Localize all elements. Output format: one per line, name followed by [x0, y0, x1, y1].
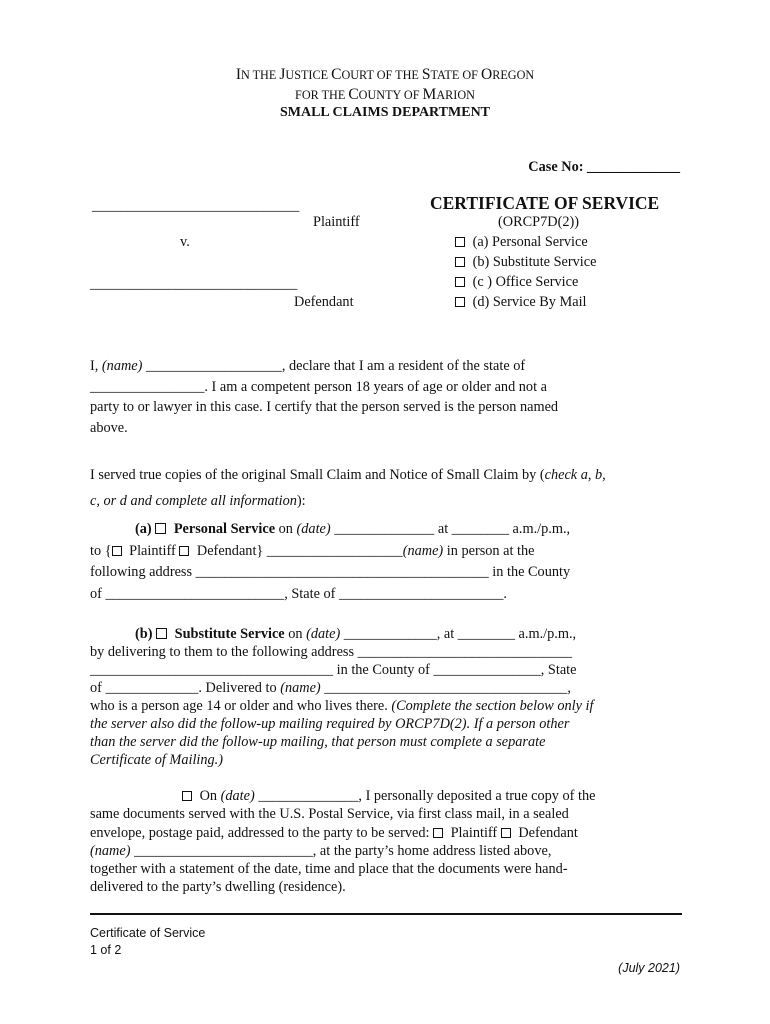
court-name: IN THE JUSTICE COURT OF THE STATE OF OREGON	[235, 66, 535, 83]
rule-reference: (ORCP7D(2))	[498, 214, 580, 230]
checkbox-icon[interactable]	[455, 237, 465, 247]
footer-divider	[90, 913, 682, 915]
section-mailing: On (date) ______________, I personally deposited a true copy of the same documents served with the U.S. Postal Service, via first class mail, in a sealed envelope, postage paid, addressed to the party to be served: Plaintiff Defendant (name) _________________________, at the party’s home address listed above, together with a statement of the date, time and place that the documents were hand- delivered to the party’s dwelling (residence).	[90, 788, 596, 896]
plaintiff-label: Plaintiff	[313, 214, 360, 230]
versus-label: v.	[180, 234, 190, 250]
checkbox-icon[interactable]	[455, 277, 465, 287]
plaintiff-line: _____________________________	[92, 198, 300, 214]
checkbox-icon[interactable]	[156, 628, 167, 639]
option-service-by-mail[interactable]: (d) Service By Mail	[455, 294, 587, 311]
section-personal-service: (a) Personal Service on (date) ______________ at ________ a.m./p.m., to { Plaintiff Defendant} ___________________(name) in person at the following address _________________________________________ in the County of _________________________, State of _______________________.	[90, 521, 571, 602]
checkbox-icon[interactable]	[155, 523, 166, 534]
checkbox-icon[interactable]	[179, 546, 189, 556]
declaration-paragraph: I, (name) ___________________, declare that I am a resident of the state of ________________. I am a competent person 18 years of age or older and not a party to or lawyer in this case. I certify that the person served is the person named above.	[90, 358, 559, 436]
defendant-line: _____________________________	[90, 276, 298, 292]
served-statement: I served true copies of the original Small Claim and Notice of Small Claim by (check a, b, c, or d and complete all information):	[90, 467, 606, 509]
option-substitute-service[interactable]: (b) Substitute Service	[455, 254, 596, 271]
option-office-service[interactable]: (c ) Office Service	[455, 274, 578, 291]
footer-page-number: 1 of 2	[90, 943, 122, 957]
county-name: FOR THE COUNTY OF MARION	[295, 86, 475, 103]
checkbox-icon[interactable]	[501, 828, 511, 838]
checkbox-icon[interactable]	[455, 297, 465, 307]
case-number: Case No: _____________	[528, 159, 680, 175]
checkbox-icon[interactable]	[455, 257, 465, 267]
section-substitute-service: (b) Substitute Service on (date) _____________, at ________ a.m./p.m., by delivering to them to the following address ______________________________ __________________________________ in the County of _______________, State of _____________. Delivered to (name) __________________________________, who is a person age 14 or older and who lives there. (Complete the section below only if the server also did the follow-up mailing required by ORCP7D(2). If a person other than the server did the follow-up mailing, that person must complete a separate Certificate of Mailing.)	[90, 626, 594, 768]
checkbox-icon[interactable]	[433, 828, 443, 838]
option-personal-service[interactable]: (a) Personal Service	[455, 234, 588, 251]
checkbox-icon[interactable]	[112, 546, 122, 556]
certificate-title: CERTIFICATE OF SERVICE	[430, 193, 660, 213]
footer-form-name: Certificate of Service	[90, 926, 206, 940]
footer-revision-date: (July 2021)	[618, 961, 680, 975]
defendant-label: Defendant	[294, 294, 354, 310]
checkbox-icon[interactable]	[182, 791, 192, 801]
department-name: SMALL CLAIMS DEPARTMENT	[279, 105, 491, 120]
